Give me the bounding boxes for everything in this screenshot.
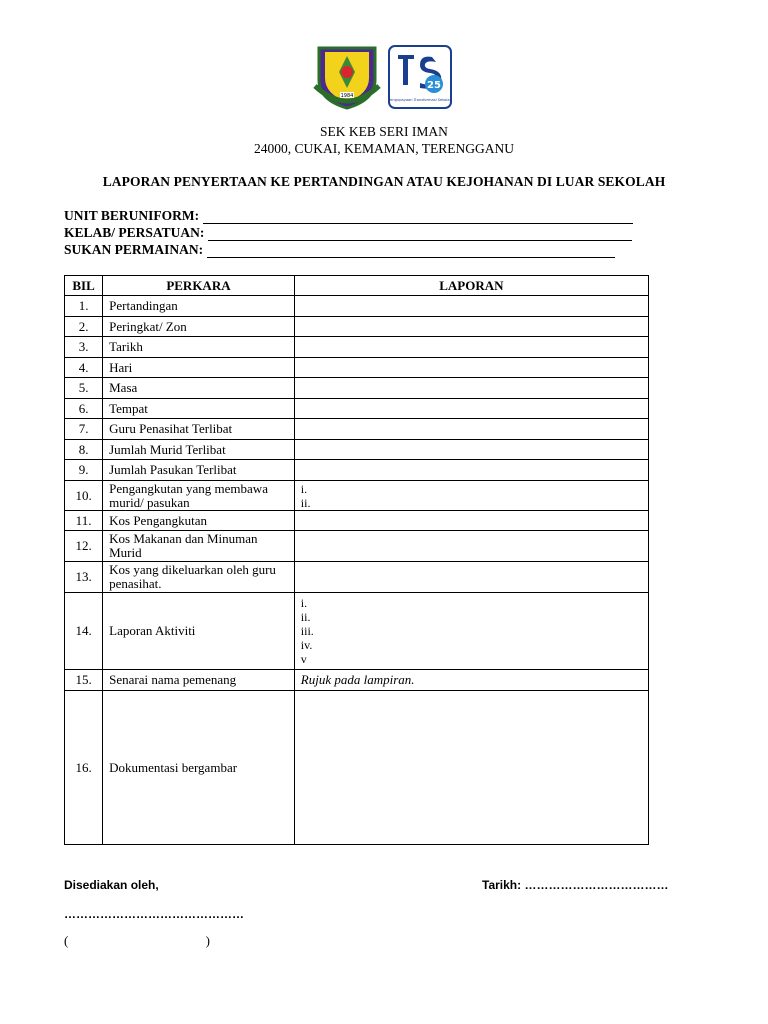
unit-field-label: KELAB/ PERSATUAN: [64, 225, 205, 240]
row-perkara: Dokumentasi bergambar [103, 691, 295, 845]
row-perkara: Kos yang dikeluarkan oleh guru penasihat. [103, 562, 295, 593]
row-laporan-field[interactable] [294, 337, 648, 358]
unit-field-label: SUKAN PERMAINAN: [64, 242, 204, 257]
row-perkara: Jumlah Pasukan Terlibat [103, 460, 295, 481]
row-laporan-field[interactable] [294, 562, 648, 593]
row-laporan-field[interactable] [294, 691, 648, 845]
school-name: SEK KEB SERI IMAN [320, 124, 448, 139]
school-crest-logo [311, 42, 383, 112]
table-row [65, 296, 649, 317]
row-perkara: Senarai nama pemenang [103, 670, 295, 691]
table-row [65, 670, 649, 691]
signature-line[interactable]: ……………………………………… [64, 907, 244, 921]
table-row [65, 440, 649, 460]
row-laporan-field[interactable] [294, 378, 648, 399]
laporan-sub-item: iii. [300, 624, 314, 638]
ts-logo-caption: Pengupayaan Transformasi Sekolah [388, 98, 452, 102]
row-perkara: Peringkat/ Zon [103, 317, 295, 337]
row-bil: 15. [65, 670, 103, 691]
row-bil: 7. [65, 419, 103, 440]
laporan-sub-item: i. [300, 481, 308, 496]
unit-field-uniform[interactable] [64, 207, 654, 224]
row-laporan-field[interactable] [294, 358, 648, 378]
row-perkara: Hari [103, 358, 295, 378]
laporan-sub-item: ii. [300, 495, 311, 510]
row-bil: 2. [65, 317, 103, 337]
crest-year-text: 1984 [340, 93, 354, 99]
row-laporan-field[interactable] [294, 531, 648, 562]
name-parentheses[interactable] [64, 933, 210, 949]
document-title: LAPORAN PENYERTAAN KE PERTANDINGAN ATAU KEJOHANAN DI LUAR SEKOLAH [102, 174, 666, 189]
row-perkara: Tempat [103, 399, 295, 419]
row-bil: 9. [65, 460, 103, 481]
row-laporan-field[interactable] [294, 511, 648, 531]
logo-group [311, 42, 453, 112]
row-bil: 6. [65, 399, 103, 419]
fill-line [207, 245, 615, 258]
row-perkara: Jumlah Murid Terlibat [103, 440, 295, 460]
laporan-sub-item: iv. [300, 638, 313, 652]
report-table [64, 275, 649, 845]
unit-field-club[interactable] [64, 224, 654, 241]
table-row [65, 378, 649, 399]
row-bil: 1. [65, 296, 103, 317]
row-laporan-field[interactable] [294, 419, 648, 440]
table-row [65, 531, 649, 562]
table-row [65, 337, 649, 358]
table-row [65, 691, 649, 845]
school-address: 24000, CUKAI, KEMAMAN, TERENGGANU [254, 141, 514, 156]
row-bil: 10. [65, 481, 103, 511]
header-laporan: LAPORAN [294, 276, 648, 296]
table-row [65, 419, 649, 440]
unit-field-sports[interactable] [64, 241, 654, 258]
table-row [65, 481, 649, 511]
table-row [65, 460, 649, 481]
row-bil: 16. [65, 691, 103, 845]
row-bil: 13. [65, 562, 103, 593]
row-perkara: Pengangkutan yang membawa murid/ pasukan [103, 481, 295, 511]
row-bil: 5. [65, 378, 103, 399]
svg-text:25: 25 [427, 80, 441, 91]
row-laporan-field[interactable] [294, 460, 648, 481]
row-laporan-field[interactable] [294, 296, 648, 317]
table-row [65, 358, 649, 378]
row-laporan-field[interactable] [294, 440, 648, 460]
paren-open: ( [64, 933, 69, 948]
row-bil: 11. [65, 511, 103, 531]
row-bil: 14. [65, 593, 103, 670]
table-row [65, 593, 649, 670]
laporan-sub-item: i. [300, 596, 308, 610]
unit-field-label: UNIT BERUNIFORM: [64, 208, 200, 223]
row-perkara: Pertandingan [103, 296, 295, 317]
row-perkara: Tarikh [103, 337, 295, 358]
paren-close: ) [205, 933, 210, 948]
row-laporan-field[interactable] [294, 317, 648, 337]
table-row [65, 399, 649, 419]
date-field[interactable]: Tarikh: ……………………………… [482, 878, 669, 892]
row-bil: 8. [65, 440, 103, 460]
table-row [65, 511, 649, 531]
row-bil: 12. [65, 531, 103, 562]
fill-line [208, 228, 632, 241]
table-row [65, 562, 649, 593]
row-laporan-field[interactable]: Rujuk pada lampiran. [294, 670, 648, 691]
row-bil: 4. [65, 358, 103, 378]
row-perkara: Masa [103, 378, 295, 399]
table-row [65, 317, 649, 337]
header-perkara: PERKARA [103, 276, 295, 296]
row-perkara: Kos Pengangkutan [103, 511, 295, 531]
row-bil: 3. [65, 337, 103, 358]
ts25-logo [388, 45, 452, 109]
table-header-row [65, 276, 649, 296]
prepared-by-label: Disediakan oleh, [64, 878, 159, 892]
header-bil: BIL [65, 276, 103, 296]
row-laporan-field[interactable] [294, 481, 648, 511]
fill-line [203, 211, 633, 224]
row-laporan-field[interactable] [294, 593, 648, 670]
row-perkara: Kos Makanan dan Minuman Murid [103, 531, 295, 562]
laporan-sub-item: v [300, 652, 307, 666]
row-perkara: Guru Penasihat Terlibat [103, 419, 295, 440]
row-perkara: Laporan Aktiviti [103, 593, 295, 670]
row-laporan-field[interactable] [294, 399, 648, 419]
unit-fields [64, 207, 654, 258]
laporan-sub-item: ii. [300, 610, 311, 624]
